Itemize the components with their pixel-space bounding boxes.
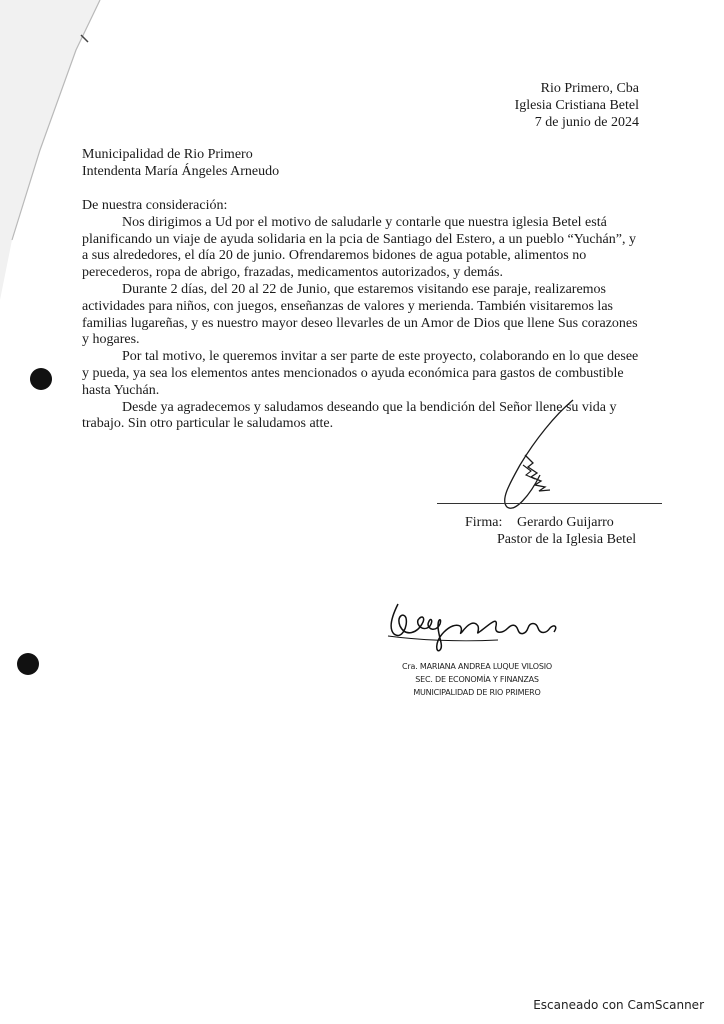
body-paragraph: Nos dirigimos a Ud por el motivo de saludarle y contarle que nuestra iglesia Betel está planificando un viaje de ayuda solidaria en la pcia de Santiago del Estero, a un pueblo “Yuchán”, y a sus alrededores, el día 20 de junio. Ofrendaremos bidones de agua potable, alimentos no perecederos, ropa de abrigo, frazadas, medicamentos autorizados, y demás. xyxy=(82,214,636,281)
recipient-entity: Municipalidad de Rio Primero xyxy=(82,147,253,162)
handwritten-signature-official xyxy=(378,596,568,654)
signature-label: Firma: xyxy=(465,515,503,530)
recipient-name: Intendenta María Ángeles Arneudo xyxy=(82,164,280,179)
recipient-block xyxy=(82,146,279,180)
letter-header xyxy=(515,80,639,131)
official-stamp xyxy=(402,660,552,699)
signature-line xyxy=(437,503,662,504)
signer-name: Gerardo Guijarro xyxy=(517,515,614,530)
signature-block xyxy=(465,514,636,548)
body-paragraph: Por tal motivo, le queremos invitar a ser parte de este proyecto, colaborando en lo que desee y pueda, ya sea los elementos antes mencionados o ayuda económica para gastos de combustible hasta Yuchán. xyxy=(82,349,639,398)
signer-title: Pastor de la Iglesia Betel xyxy=(497,532,637,547)
punch-hole xyxy=(30,368,52,390)
punch-hole xyxy=(17,653,39,675)
stamp-line-municipality: MUNICIPALIDAD DE RIO PRIMERO xyxy=(413,688,541,697)
salutation: De nuestra consideración: xyxy=(82,198,228,213)
handwritten-signature-pastor xyxy=(495,395,585,525)
body-paragraph: Durante 2 días, del 20 al 22 de Junio, que estaremos visitando ese paraje, realizaremos actividades para niños, con juegos, enseñanzas de valores y merienda. También visitaremos las familias lugareñas, y es nuestro mayor deseo llevarles de un Amor de Dios que llene Sus corazones y hogares. xyxy=(82,281,638,348)
body-paragraph: Desde ya agradecemos y saludamos deseando que la bendición del Señor llene su vida y trabajo. Sin otro particular le saludamos atte. xyxy=(82,399,617,432)
place-line: Rio Primero, Cba xyxy=(540,81,639,96)
organization-line: Iglesia Cristiana Betel xyxy=(514,98,639,113)
stamp-line-department: SEC. DE ECONOMÍA Y FINANZAS xyxy=(415,675,539,684)
date-line: 7 de junio de 2024 xyxy=(534,115,639,130)
stamp-line-name: Cra. MARIANA ANDREA LUQUE VILOSIO xyxy=(402,662,552,671)
scanner-watermark: Escaneado con CamScanner xyxy=(533,998,704,1012)
